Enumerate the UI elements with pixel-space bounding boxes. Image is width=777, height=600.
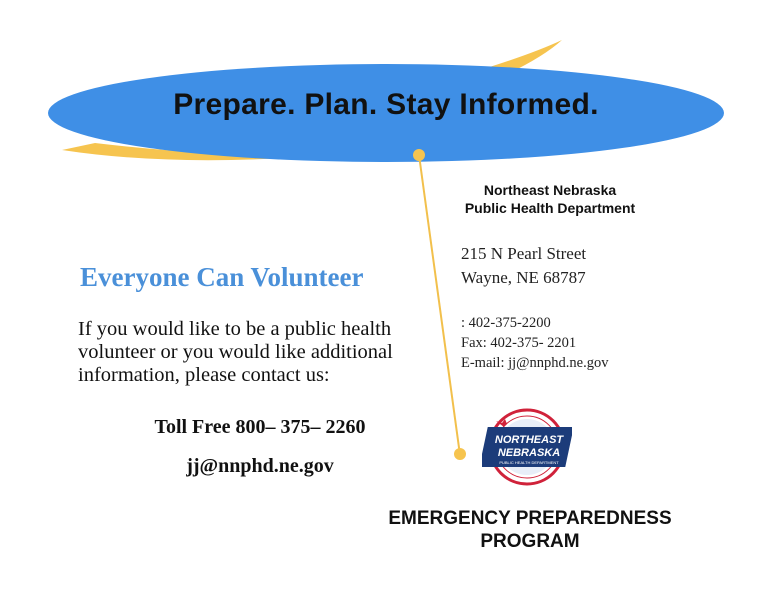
volunteer-body bbox=[78, 318, 458, 387]
banner-title: Prepare. Plan. Stay Informed. bbox=[173, 88, 599, 121]
volunteer-body-line3: information, please contact us: bbox=[78, 364, 330, 386]
program-title-line1: EMERGENCY PREPAREDNESS bbox=[388, 508, 672, 529]
contact-fax: Fax: 402-375- 2201 bbox=[461, 335, 577, 351]
organization-address bbox=[461, 242, 586, 290]
address-street: 215 N Pearl Street bbox=[461, 244, 587, 263]
toll-free-number: Toll Free 800– 375– 2260 bbox=[154, 416, 366, 438]
svg-text:NORTHEAST: NORTHEAST bbox=[494, 434, 564, 446]
gold-dot-bottom bbox=[454, 448, 466, 460]
svg-text:PUBLIC HEALTH DEPARTMENT: PUBLIC HEALTH DEPARTMENT bbox=[499, 460, 559, 465]
volunteer-email: jj@nnphd.ne.gov bbox=[186, 455, 334, 477]
nnphd-logo bbox=[482, 407, 572, 487]
organization-name bbox=[430, 181, 670, 217]
organization-contact bbox=[461, 313, 608, 373]
program-title bbox=[340, 507, 720, 553]
address-city: Wayne, NE 68787 bbox=[461, 268, 586, 287]
organization-name-line1: Northeast Nebraska bbox=[483, 182, 617, 198]
svg-text:NEBRASKA: NEBRASKA bbox=[497, 447, 561, 459]
volunteer-body-line1: If you would like to be a public health bbox=[78, 318, 392, 340]
organization-name-line2: Public Health Department bbox=[464, 200, 636, 216]
contact-email: E-mail: jj@nnphd.ne.gov bbox=[461, 355, 609, 371]
volunteer-heading: Everyone Can Volunteer bbox=[80, 262, 364, 292]
gold-dot-top bbox=[413, 149, 425, 161]
program-title-line2: PROGRAM bbox=[480, 531, 580, 552]
volunteer-body-line2: volunteer or you would like additional bbox=[78, 341, 393, 363]
contact-phone: : 402-375-2200 bbox=[461, 315, 551, 331]
